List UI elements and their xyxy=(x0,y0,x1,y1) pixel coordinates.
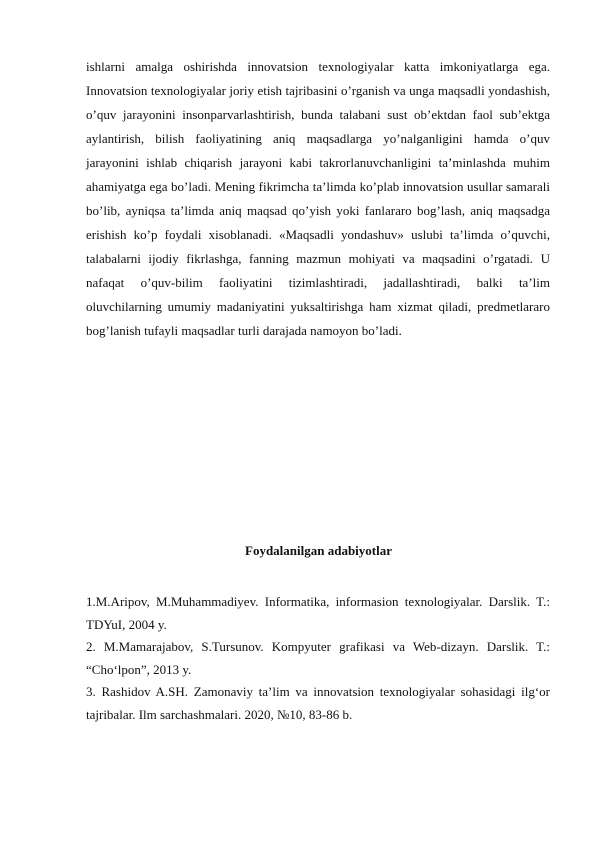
reference-item: 2. M.Mamarajabov, S.Tursunov. Kompyuter grafikasi va Web-dizayn. Darslik. T.: “Cho‘lpon”, 2013 y. xyxy=(86,639,550,677)
references-list xyxy=(86,591,550,726)
references-heading: Foydalanilgan adabiyotlar xyxy=(245,543,392,558)
body-paragraph: ishlarni amalga oshirishda innovatsion texnologiyalar katta imkoniyatlarga ega. Innovatsion texnologiyalar joriy etish tajribasini o’rganish va unga maqsadli yondashish, o’quv jarayonini insonparvarlashtirish, bunda talabani sust ob’ektdan faol sub’ektga aylantirish, bilish faoliyatining aniq maqsadlarga yo’nalganligini hamda o’quv jarayonini ishlab chiqarish jarayoni kabi takrorlanuvchanligini ta’minlashda muhim ahamiyatga ega bo’ladi. Mening fikrimcha ta’limda ko’plab innovatsion usullar samarali bo’lib, ayniqsa ta’limda aniq maqsad qo’yish yoki fanlararo bog’lash, aniq maqsadga erishish ko’p foydali xisoblanadi. «Maqsadli yondashuv» uslubi ta’limda o’quvchi, talabalarni ijodiy fikrlashga, fanning mazmun mohiyati va maqsadini o’rgatadi. U nafaqat o’quv-bilim faoliyatini tizimlashtiradi, jadallashtiradi, balki ta’lim oluvchilarning umumiy madaniyatini yuksaltirishga ham xizmat qiladi, predmetlararo bog’lanish tufayli maqsadlar turli darajada namoyon bo’ladi. xyxy=(86,59,550,338)
reference-item: 3. Rashidov A.SH. Zamonaviy ta’lim va innovatsion texnologiyalar sohasidagi ilg‘or tajribalar. Ilm sarchashmalari. 2020, №10, 83-86 b. xyxy=(86,684,550,722)
reference-item: 1.M.Aripov, M.Muhammadiyev. Informatika, informasion texnologiyalar. Darslik. T.: TDYuI, 2004 y. xyxy=(86,594,550,632)
